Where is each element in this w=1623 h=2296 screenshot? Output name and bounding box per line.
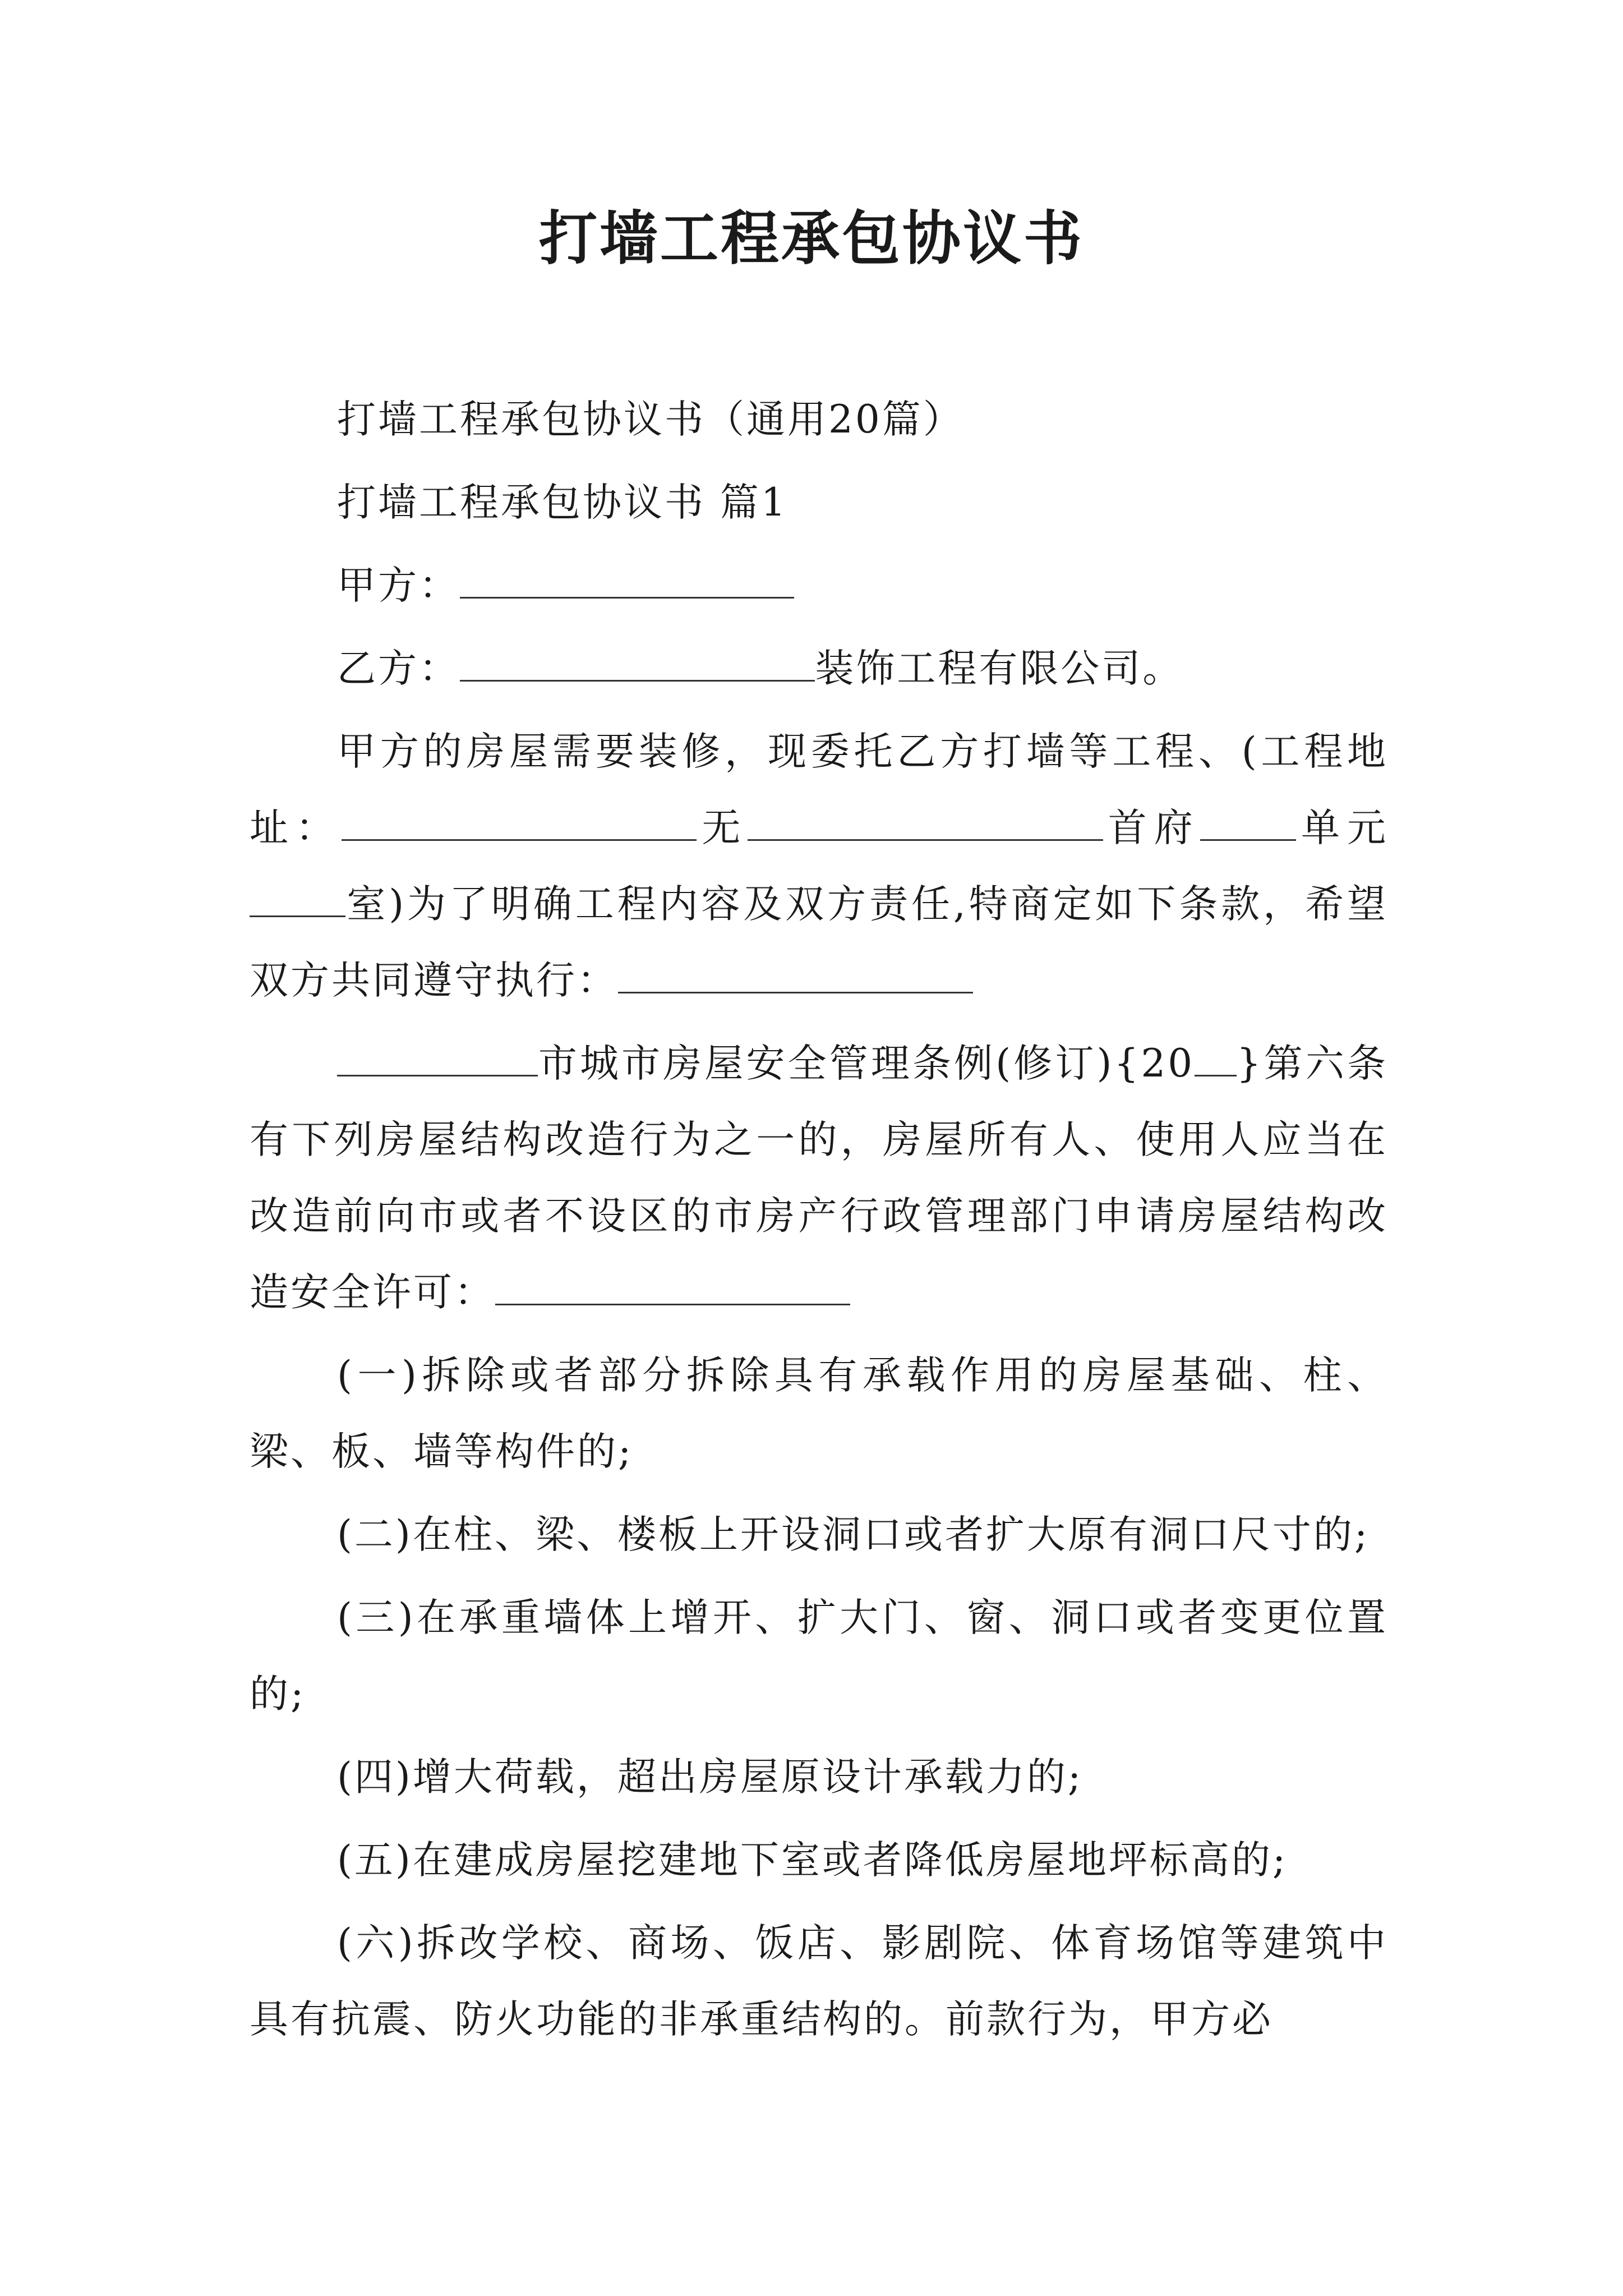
- paragraph-item-3: [250, 1580, 1388, 1732]
- paragraph-text: (五)在建成房屋挖建地下室或者降低房屋地坪标高的;: [337, 1838, 1288, 1883]
- paragraph-item-2: [250, 1497, 1388, 1573]
- fill-in-blank[interactable]: [460, 564, 794, 599]
- paragraph-text: 甲方：: [337, 563, 460, 608]
- paragraph-text: (一)拆除或者部分拆除具有承载作用的房屋基础、柱、梁、板、墙等构件的;: [250, 1353, 1388, 1474]
- paragraph-text: }第六条有下列房屋结构改造行为之一的，房屋所有人、使用人应当在改造前向市或者不设区的市房产行政管理部门申请房屋结构改造安全许可：: [250, 1041, 1388, 1315]
- paragraph-text: (六)拆改学校、商场、饭店、影剧院、体育场馆等建筑中具有抗震、防火功能的非承重结构的。前款行为，甲方必: [250, 1921, 1388, 2042]
- document-subtitle: 打墙工程承包协议书（通用20篇）: [337, 397, 964, 442]
- fill-in-blank[interactable]: [250, 882, 345, 917]
- fill-in-blank[interactable]: [495, 1271, 850, 1305]
- paragraph-text: 单元: [1296, 806, 1389, 850]
- paragraph-text: 甲方的房屋需要装修，现委托乙方打墙等工程、(工程地址：: [250, 729, 1388, 850]
- fill-in-blank[interactable]: [1200, 806, 1296, 841]
- paragraph-text: 无: [697, 806, 748, 850]
- paragraph-text: 乙方：: [337, 646, 460, 691]
- paragraph-item-6: [250, 1905, 1388, 2058]
- paragraph-list: [250, 547, 1388, 2058]
- paragraph-text: 装饰工程有限公司。: [815, 646, 1184, 691]
- fill-in-blank[interactable]: [342, 806, 697, 841]
- paragraph-item-4: [250, 1739, 1388, 1815]
- fill-in-blank[interactable]: [618, 959, 973, 993]
- paragraph-text: 首府: [1103, 806, 1200, 850]
- fill-in-blank[interactable]: [337, 1042, 538, 1076]
- paragraph-text: (二)在柱、梁、楼板上开设洞口或者扩大原有洞口尺寸的;: [337, 1512, 1370, 1557]
- paragraph-item-5: [250, 1822, 1388, 1898]
- paragraph-intro: [250, 714, 1388, 1019]
- paragraph-regulation: [250, 1025, 1388, 1331]
- paragraph-text: (三)在承重墙体上增开、扩大门、窗、洞口或者变更位置的;: [250, 1595, 1388, 1717]
- paragraph-text: (四)增大荷载，超出房屋原设计承载力的;: [337, 1755, 1083, 1800]
- paragraph-party-a: [250, 547, 1388, 624]
- paragraph-text: 室)为了明确工程内容及双方责任,特商定如下条款，希望双方共同遵守执行：: [250, 882, 1388, 1003]
- paragraph-party-b: [250, 631, 1388, 707]
- fill-in-blank[interactable]: [748, 806, 1103, 841]
- document-body: [250, 381, 1388, 2064]
- section-heading: 打墙工程承包协议书 篇1: [337, 480, 788, 525]
- document-title: 打墙工程承包协议书: [538, 204, 1084, 273]
- fill-in-blank[interactable]: [460, 647, 815, 682]
- paragraph-text: 市城市房屋安全管理条例(修订){20: [537, 1041, 1195, 1086]
- paragraph-item-1: [250, 1337, 1388, 1490]
- fill-in-blank[interactable]: [1195, 1042, 1237, 1076]
